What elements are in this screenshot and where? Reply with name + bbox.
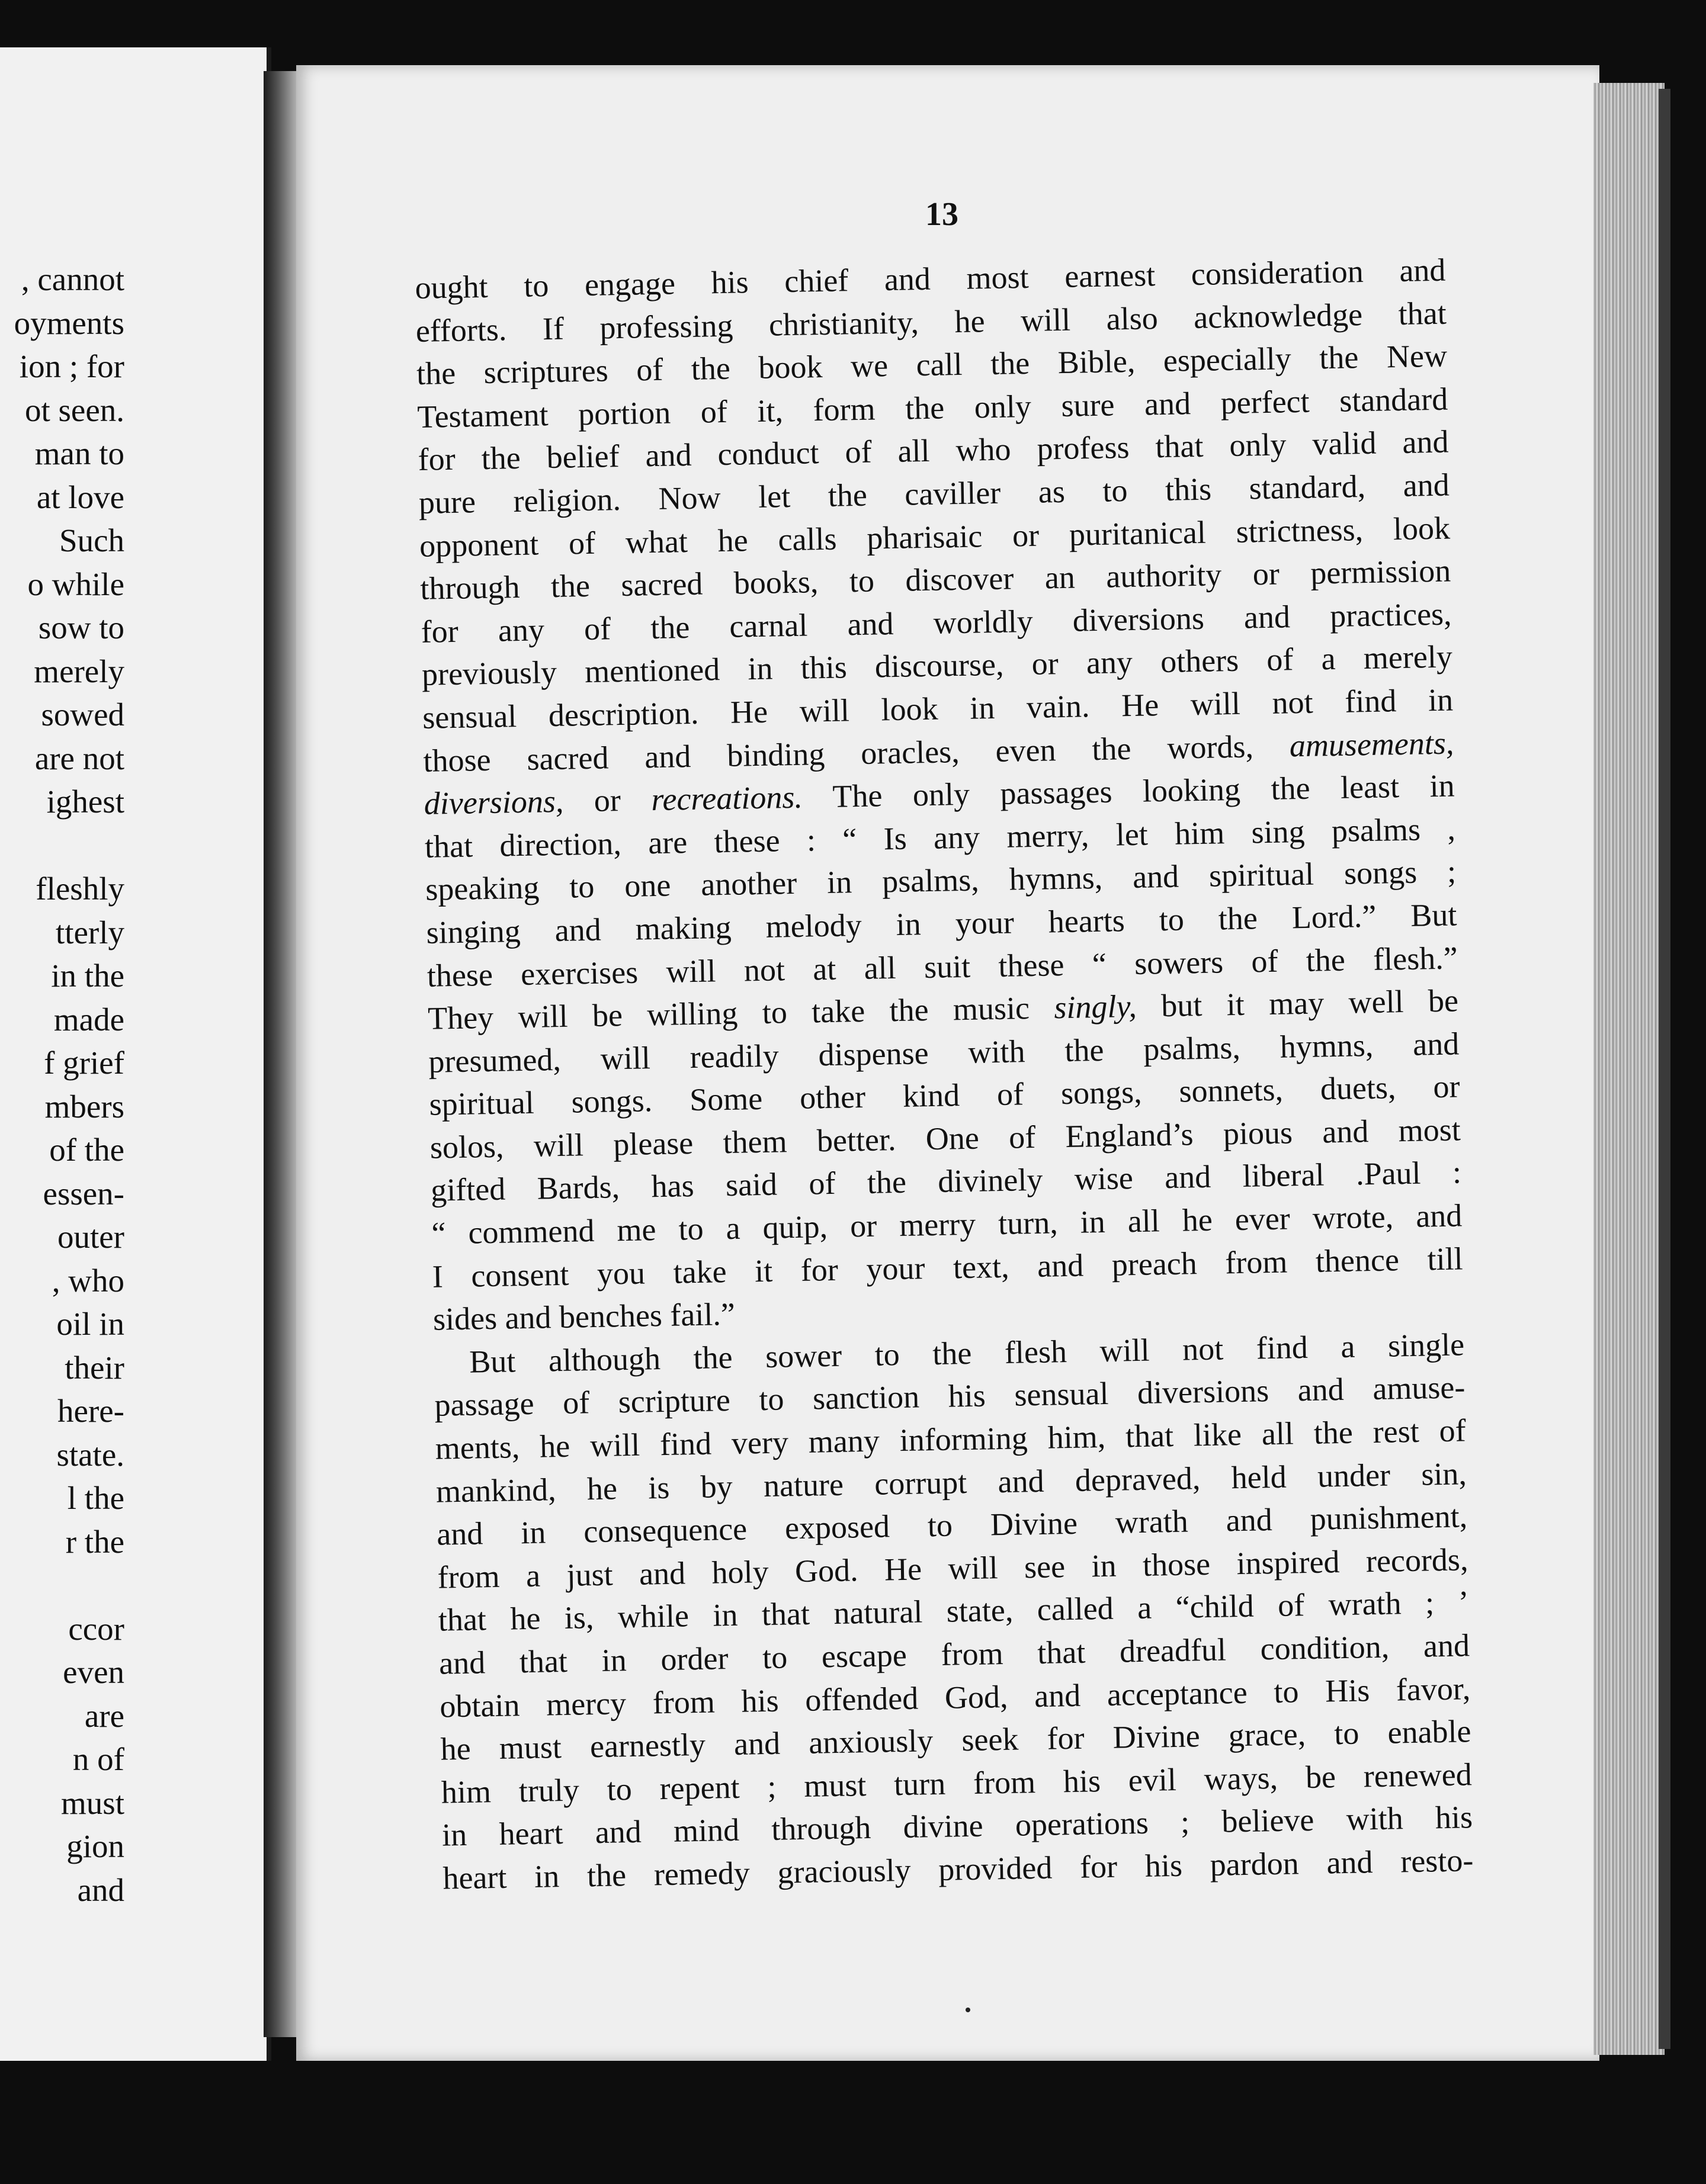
text-line: singing and making melody in your hearts to the Lord.” But: [426, 897, 1457, 950]
text-run: The only passages looking the least in: [832, 767, 1455, 814]
left-page-line: at love: [36, 478, 124, 515]
text-line: the scriptures of the book we call the Bible, especially the New: [416, 338, 1448, 392]
left-page-line: Such: [59, 522, 124, 558]
text-line: solos, will please them better. One of England’s pious and most: [429, 1112, 1461, 1165]
text-line: I consent you take it for your text, and preach from thence till: [432, 1241, 1464, 1295]
left-page-line: sow to: [38, 609, 124, 645]
text-line: previously mentioned in this discourse, or any others of a merely: [421, 638, 1453, 693]
left-page-line: made: [53, 1001, 124, 1038]
page-edge-shadow: [1659, 89, 1670, 2049]
text-line: But although the sower to the flesh will not find a single: [469, 1327, 1465, 1380]
text-line: pure religion. Now let the caviller as to this standard, and: [418, 467, 1450, 521]
text-line: for any of the carnal and worldly diversions and practices,: [421, 596, 1452, 650]
text-line: spiritual songs. Some other kind of songs, sonnets, duets, or: [429, 1068, 1460, 1123]
text-run: but it may well be: [1160, 982, 1459, 1024]
text-line: sensual description. He will look in vain. He will not find in: [422, 682, 1454, 736]
left-page-line: ighest: [46, 783, 124, 820]
text-line: for the belief and conduct of all who profess that only valid and: [418, 423, 1449, 478]
paragraph-2: [434, 1323, 1474, 1900]
left-page-line: gion: [66, 1828, 124, 1864]
text-line: that he is, while in that natural state, called a “child of wrath ; ’: [438, 1584, 1470, 1639]
text-line: diversions, or recreations. The only passages looking the least in: [424, 767, 1455, 821]
left-page-line: ion ; for: [19, 348, 124, 384]
text-line: these exercises will not at all suit these “ sowers of the flesh.”: [426, 939, 1458, 994]
left-page-text-column: [0, 47, 124, 2061]
italic-word: diversions,: [424, 783, 564, 821]
text-line: obtain mercy from his offended God, and acceptance to His favor,: [439, 1670, 1471, 1724]
left-page-line: even: [63, 1654, 124, 1690]
text-run: They will be willing to take the music: [427, 990, 1030, 1036]
left-page-line: tterly: [55, 914, 124, 950]
left-page-line: outer: [57, 1219, 124, 1255]
text-line: gifted Bards, has said of the divinely wise and liberal .Paul :: [430, 1154, 1462, 1209]
italic-word: singly,: [1053, 988, 1137, 1026]
text-line: “ commend me to a quip, or merry turn, in all he ever wrote, and: [431, 1197, 1463, 1251]
left-page-line: , who: [52, 1262, 124, 1299]
text-line: ments, he will find very many informing him, that like all the rest of: [435, 1412, 1467, 1466]
left-page-line: oyments: [14, 304, 124, 341]
left-page-line: of the: [49, 1132, 124, 1168]
left-page-line: n of: [72, 1741, 124, 1777]
left-page-line: state.: [56, 1436, 124, 1473]
text-line: mankind, he is by nature corrupt and depraved, held under sin,: [435, 1455, 1467, 1509]
left-page-line: f grief: [44, 1045, 124, 1081]
text-line: sides and benches fail.”: [432, 1296, 736, 1337]
text-run: those sacred and binding oracles, even the words,: [423, 728, 1254, 779]
text-line: presumed, will readily dispense with the psalms, hymns, and: [428, 1026, 1460, 1080]
left-page-line: fleshly: [36, 871, 124, 907]
left-page-line: , cannot: [21, 261, 124, 297]
left-page-line: here-: [57, 1393, 124, 1429]
left-facing-page: [0, 47, 271, 2061]
text-line: opponent of what he calls pharisaic or puritanical strictness, look: [419, 510, 1451, 564]
text-line: in heart and mind through divine operations ; believe with his: [441, 1799, 1473, 1853]
text-line: from a just and holy God. He will see in those inspired records,: [437, 1541, 1468, 1595]
left-page-line: o while: [27, 566, 124, 602]
body-text: [415, 249, 1474, 1900]
left-page-line: mbers: [44, 1088, 124, 1125]
left-page-line: r the: [65, 1523, 124, 1560]
left-page-line: l the: [67, 1480, 124, 1516]
text-line: and that in order to escape from that dreadful condition, and: [438, 1627, 1470, 1681]
left-page-line: man to: [34, 435, 124, 471]
left-page-line: [14, 824, 124, 868]
ink-speck: [966, 2008, 970, 2012]
left-page-line: merely: [34, 653, 124, 689]
text-line: and in consequence exposed to Divine wrath and punishment,: [436, 1498, 1468, 1552]
left-page-line: in the: [51, 958, 124, 994]
page-number: 13: [925, 196, 958, 233]
italic-word: amusements,: [1289, 725, 1454, 763]
text-line: ought to engage his chief and most earnest consideration and: [415, 252, 1446, 306]
book-gutter: [264, 71, 299, 2037]
text-line: Testament portion of it, form the only sure and perfect standard: [416, 381, 1448, 435]
paragraph-1: [415, 249, 1464, 1341]
italic-word: recreations.: [650, 779, 803, 818]
left-page-line: their: [65, 1349, 124, 1386]
left-page-line: sowed: [41, 696, 124, 733]
text-line: heart in the remedy graciously provided for his pardon and resto-: [442, 1842, 1474, 1896]
left-page-line: are: [84, 1697, 124, 1734]
left-page-line: ccor: [68, 1610, 124, 1647]
left-page-line: are not: [34, 740, 124, 776]
left-page-line: essen-: [43, 1175, 124, 1212]
left-page-line: must: [61, 1784, 124, 1821]
left-page-line: ot seen.: [24, 391, 124, 428]
text-line: that direction, are these : “ Is any merry, let him sing psalms ,: [424, 811, 1456, 865]
text-line: speaking to one another in psalms, hymns, and spiritual songs ;: [425, 853, 1457, 908]
text-line: efforts. If professing christianity, he will also acknowledge that: [415, 295, 1447, 349]
page-edge-stack: [1593, 83, 1665, 2055]
text-line: through the sacred books, to discover an authority or permission: [419, 553, 1451, 607]
left-page-lines: [14, 258, 124, 1912]
left-page-line: and: [77, 1871, 124, 1908]
text-line: he must earnestly and anxiously seek for Divine grace, to enable: [440, 1713, 1471, 1767]
text-line: him truly to repent ; must turn from his evil ways, be renewed: [441, 1756, 1473, 1810]
left-page-line: oil in: [56, 1306, 124, 1342]
text-line: passage of scripture to sanction his sensual diversions and amuse-: [434, 1369, 1466, 1424]
left-page-line: [14, 1563, 124, 1607]
